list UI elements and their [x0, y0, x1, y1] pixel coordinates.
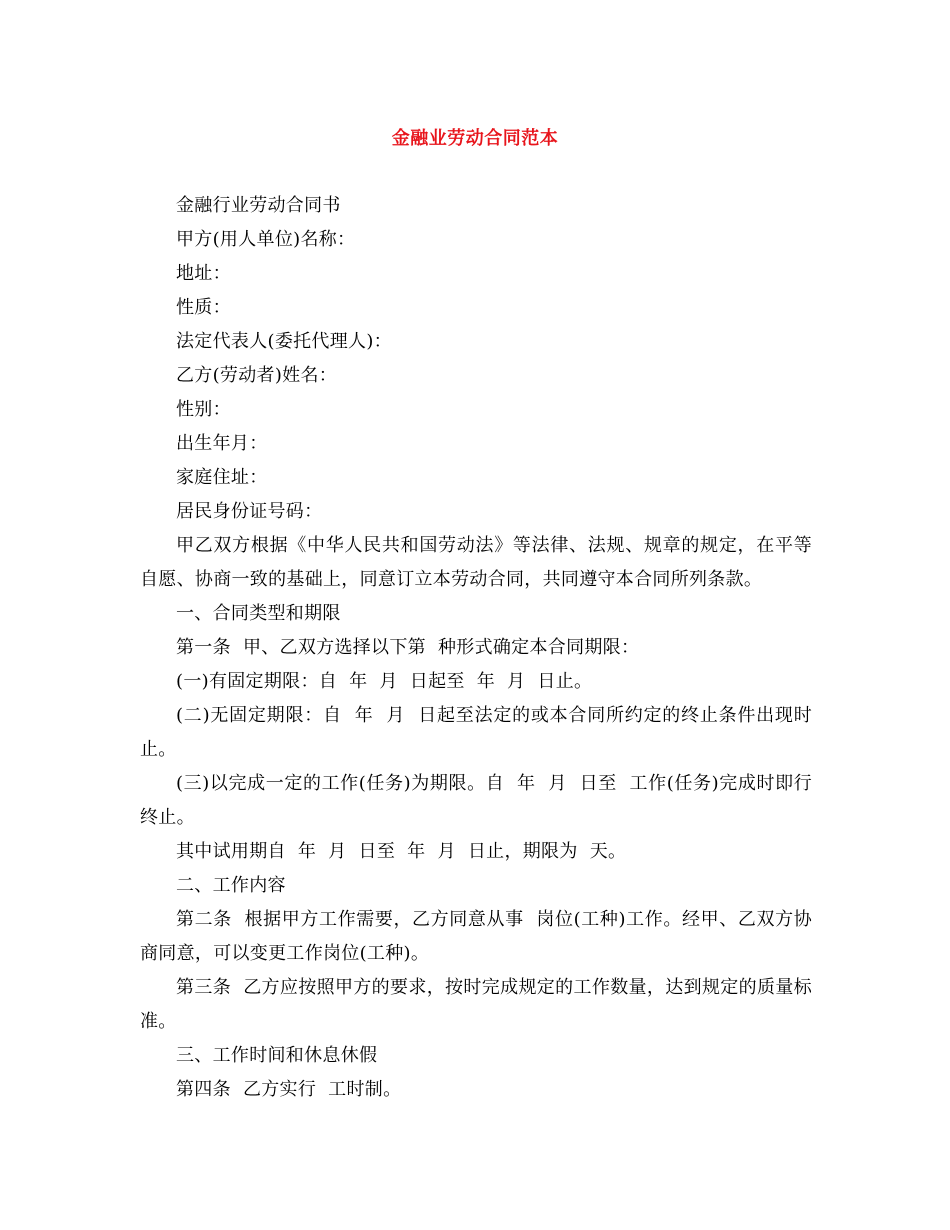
- heading-contract-book: 金融行业劳动合同书: [176, 195, 341, 216]
- probation-period: 其中试用期自 年 月 日至 年 月 日止，期限为 天。: [176, 841, 627, 862]
- field-employee-name: 乙方(劳动者)姓名：: [176, 365, 338, 386]
- field-home-address: 家庭住址：: [176, 467, 268, 488]
- article-3: 第三条 乙方应按照甲方的要求，按时完成规定的工作数量，达到规定的质量标准。: [140, 977, 812, 1032]
- preamble-paragraph: 甲乙双方根据《中华人民共和国劳动法》等法律、法规、规章的规定，在平等自愿、协商一致的基础上，同意订立本劳动合同，共同遵守本合同所列条款。: [140, 535, 812, 590]
- field-nature: 性质：: [176, 297, 231, 318]
- section-heading-working-hours: 三、工作时间和休息休假: [176, 1045, 378, 1066]
- section-heading-work-content: 二、工作内容: [176, 875, 286, 896]
- field-address: 地址：: [176, 263, 231, 284]
- field-gender: 性别：: [176, 399, 231, 420]
- option-fixed-term: (一)有固定期限：自 年 月 日起至 年 月 日止。: [176, 671, 593, 692]
- option-task-term: (三)以完成一定的工作(任务)为期限。自 年 月 日至 工作(任务)完成时即行终止。: [140, 773, 812, 828]
- article-2: 第二条 根据甲方工作需要，乙方同意从事 岗位(工种)工作。经甲、乙双方协商同意，可以变更工作岗位(工种)。: [140, 909, 812, 964]
- document-body: [140, 189, 812, 1107]
- field-employer-name: 甲方(用人单位)名称：: [176, 229, 356, 250]
- field-birth-date: 出生年月：: [176, 433, 268, 454]
- article-1: 第一条 甲、乙双方选择以下第 种形式确定本合同期限：: [176, 637, 640, 658]
- field-id-number: 居民身份证号码：: [176, 501, 323, 522]
- section-heading-contract-type: 一、合同类型和期限: [176, 603, 341, 624]
- document-title: 金融业劳动合同范本: [391, 128, 559, 149]
- article-4: 第四条 乙方实行 工时制。: [176, 1079, 402, 1100]
- option-open-term: (二)无固定期限：自 年 月 日起至法定的或本合同所约定的终止条件出现时止。: [140, 705, 812, 760]
- field-legal-representative: 法定代表人(委托代理人)：: [176, 331, 392, 352]
